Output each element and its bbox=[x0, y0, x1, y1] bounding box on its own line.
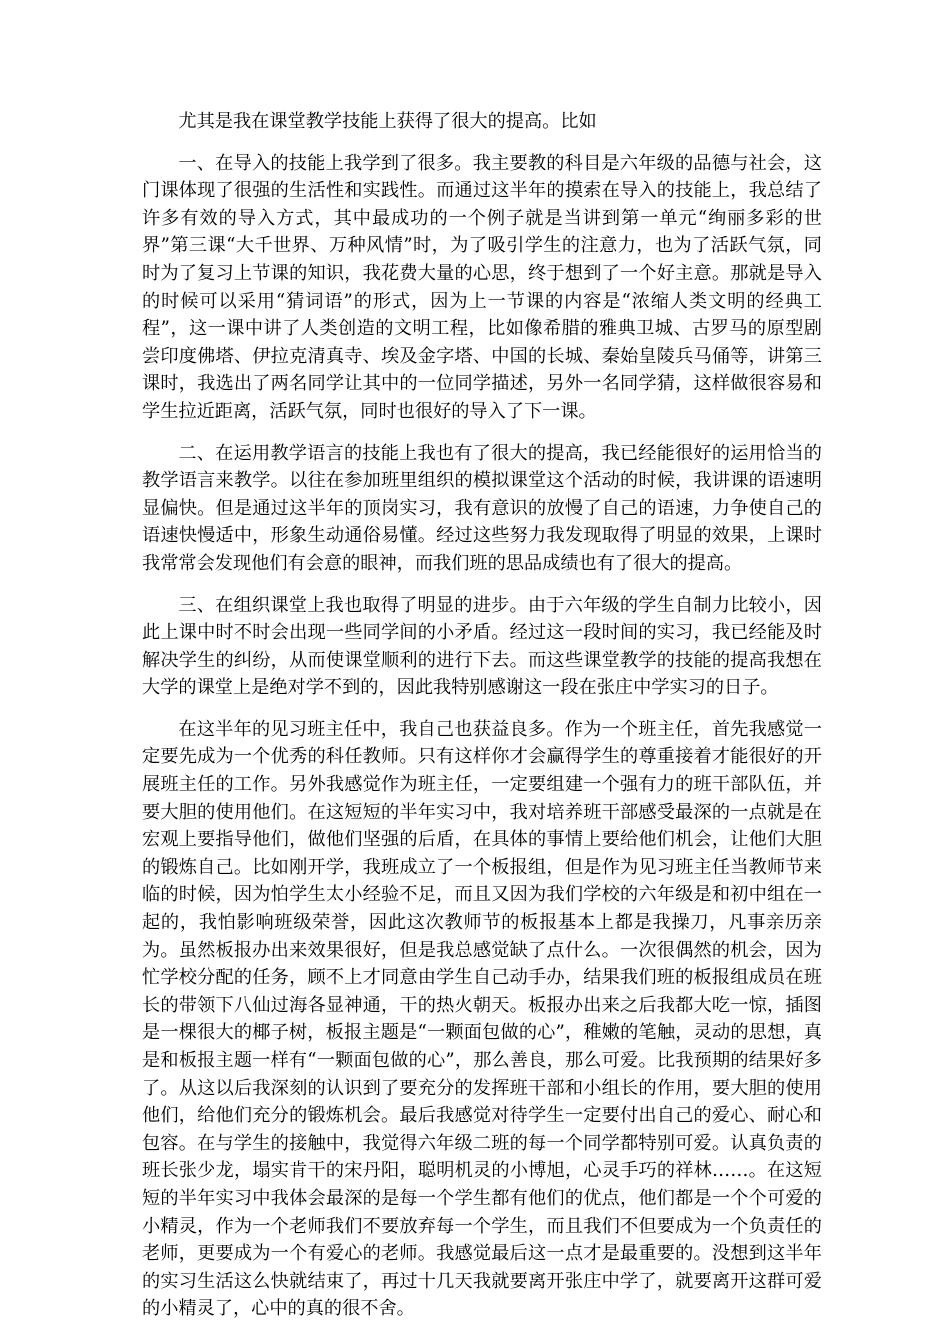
document-body bbox=[142, 108, 822, 1337]
paragraph-class-teacher: 在这半年的见习班主任中，我自己也获益良多。作为一个班主任，首先我感觉一定要先成为一个优秀的科任教师。只有这样你才会赢得学生的尊重接着才能很好的开展班主任的工作。另外我感觉作为班主任，一定要组建一个强有力的班干部队伍，并要大胆的使用他们。在这短短的半年实习中，我对培养班干部感受最深的一点就是在宏观上要指导他们，做他们坚强的后盾，在具体的事情上要给他们机会，让他们大胆的锻炼自己。比如刚开学，我班成立了一个板报组，但是作为见习班主任当教师节来临的时候，因为怕学生太小经验不足，而且又因为我们学校的六年级是和初中组在一起的，我怕影响班级荣誉，因此这次教师节的板报基本上都是我操刀，凡事亲历亲为。虽然板报办出来效果很好，但是我总感觉缺了点什么。一次很偶然的机会，因为忙学校分配的任务，顾不上才同意由学生自己动手办，结果我们班的板报组成员在班长的带领下八仙过海各显神通，干的热火朝天。板报办出来之后我都大吃一惊，插图是一棵很大的椰子树，板报主题是“一颗面包做的心”，稚嫩的笔触，灵动的思想，真是和板报主题一样有“一颗面包做的心”，那么善良，那么可爱。比我预期的结果好多了。从这以后我深刻的认识到了要充分的发挥班干部和小组长的作用，要大胆的使用他们，给他们充分的锻炼机会。最后我感觉对待学生一定要付出自己的爱心、耐心和包容。在与学生的接触中，我觉得六年级二班的每一个同学都特别可爱。认真负责的班长张少龙，塌实肯干的宋丹阳，聪明机灵的小博旭，心灵手巧的祥林……。在这短短的半年实习中我体会最深的是每一个学生都有他们的优点，他们都是一个个可爱的小精灵，作为一个老师我们不要放弃每一个学生，而且我们不但要成为一个负责任的老师，更要成为一个有爱心的老师。我感觉最后这一点才是最重要的。没想到这半年的实习生活这么快就结束了，再过十几天我就要离开张庄中学了，就要离开这群可爱的小精灵了，心中的真的很不舍。 bbox=[142, 718, 822, 1320]
paragraph-classroom-organization: 三、在组织课堂上我也取得了明显的进步。由于六年级的学生自制力比较小，因此上课中时不时会出现一些同学间的小矛盾。经过这一段时间的实习，我已经能及时解决学生的纠纷，从而使课堂顺利的进行下去。而这些课堂教学的技能的提高我想在大学的课堂上是绝对学不到的，因此我特别感谢这一段在张庄中学实习的日子。 bbox=[142, 594, 822, 699]
paragraph-teaching-language: 二、在运用教学语言的技能上我也有了很大的提高，我已经能很好的运用恰当的教学语言来教学。以往在参加班里组织的模拟课堂这个活动的时候，我讲课的语速明显偏快。但是通过这半年的顶岗实习，我有意识的放慢了自己的语速，力争使自己的语速快慢适中，形象生动通俗易懂。经过这些努力我发现取得了明显的效果，上课时我常常会发现他们有会意的眼神，而我们班的思品成绩也有了很大的提高。 bbox=[142, 442, 822, 574]
intro-paragraph: 尤其是我在课堂教学技能上获得了很大的提高。比如 bbox=[178, 111, 597, 132]
paragraph-introduction-skill: 一、在导入的技能上我学到了很多。我主要教的科目是六年级的品德与社会，这门课体现了很强的生活性和实践性。而通过这半年的摸索在导入的技能上，我总结了许多有效的导入方式，其中最成功的一个例子就是当讲到第一单元“绚丽多彩的世界”第三课“大千世界、万种风情”时，为了吸引学生的注意力，也为了活跃气氛，同时为了复习上节课的知识，我花费大量的心思，终于想到了一个好主意。那就是导入的时候可以采用“猜词语”的形式，因为上一节课的内容是“浓缩人类文明的经典工程”，这一课中讲了人类创造的文明工程，比如像希腊的雅典卫城、古罗马的原型剧尝印度佛塔、伊拉克清真寺、埃及金字塔、中国的长城、秦始皇陵兵马俑等，讲第三课时，我选出了两名同学让其中的一位同学描述，另外一名同学猜，这样做很容易和学生拉近距离，活跃气氛，同时也很好的导入了下一课。 bbox=[142, 152, 822, 422]
